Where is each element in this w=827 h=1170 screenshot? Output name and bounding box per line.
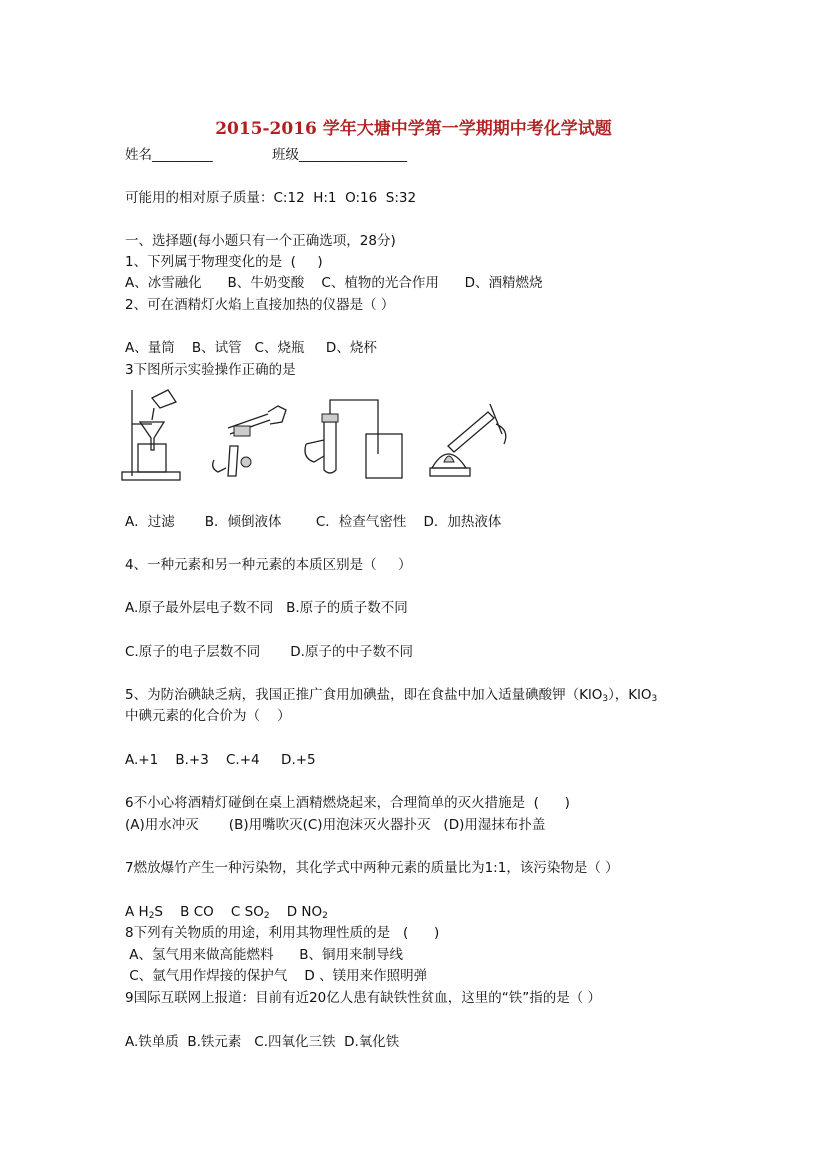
filtration-apparatus-icon xyxy=(122,390,180,480)
question-2-options: A、量筒 B、试管 C、烧瓶 D、烧杯 xyxy=(125,340,377,356)
question-3-stem: 3下图所示实验操作正确的是 xyxy=(125,362,296,378)
question-5-stem: 5、为防治碘缺乏病，我国正推广食用加碘盐，即在食盐中加入适量碘酸钾（KlO$_3$），KlO$_3$ xyxy=(125,687,658,704)
question-7-options: A $H_2S$ B CO C $SO_2$ D $NO_2$ xyxy=(125,904,328,921)
lab-operations-figure xyxy=(118,384,518,489)
question-8-stem: 8下列有关物质的用途，利用其物理性质的是 ( ) xyxy=(125,925,440,941)
question-5-stem-line2: 中碘元素的化合价为（ ） xyxy=(125,708,291,724)
name-field-label: 姓名_________ xyxy=(125,147,213,163)
question-3-options: A．过滤 B．倾倒液体 C．检查气密性 D．加热液体 xyxy=(125,514,502,530)
question-7-stem: 7燃放爆竹产生一种污染物，其化学式中两种元素的质量比为1:1，该污染物是（ ） xyxy=(125,860,619,876)
question-1-stem: 1、下列属于物理变化的是 ( ) xyxy=(125,254,323,270)
question-5-options: A.+1 B.+3 C.+4 D.+5 xyxy=(125,752,316,768)
section-heading: 一、选择题(每小题只有一个正确选项，28分) xyxy=(125,233,396,249)
question-6-stem: 6不小心将酒精灯碰倒在桌上酒精燃烧起来，合理简单的灭火措施是 ( ) xyxy=(125,795,570,811)
airtightness-check-icon xyxy=(305,400,402,478)
question-4-options-ab: A.原子最外层电子数不同 B.原子的质子数不同 xyxy=(125,600,408,616)
question-6-options: (A)用水冲灭 (B)用嘴吹灭(C)用泡沫灭火器扑灭 (D)用湿抹布扑盖 xyxy=(125,817,546,833)
question-8-options-ab: A、氢气用来做高能燃料 B、铜用来制导线 xyxy=(125,947,404,963)
heating-liquid-icon xyxy=(430,404,506,476)
question-1-options: A、冰雪融化 B、牛奶变酸 C、植物的光合作用 D、酒精燃烧 xyxy=(125,275,543,291)
page-title: 2015-2016 学年大塘中学第一学期期中考化学试题 xyxy=(215,119,612,139)
question-2-stem: 2、可在酒精灯火焰上直接加热的仪器是（ ） xyxy=(125,297,395,313)
pouring-liquid-icon xyxy=(213,406,286,476)
class-field-label: 班级________________ xyxy=(272,147,407,163)
question-8-options-cd: C、氩气用作焊接的保护气 D 、镁用来作照明弹 xyxy=(125,968,428,984)
atomic-masses: 可能用的相对原子质量：C:12 H:1 O:16 S:32 xyxy=(125,190,417,206)
question-4-stem: 4、一种元素和另一种元素的本质区别是（ ） xyxy=(125,557,412,573)
question-9-options: A.铁单质 B.铁元素 C.四氧化三铁 D.氧化铁 xyxy=(125,1034,400,1050)
question-9-stem: 9国际互联网上报道：目前有近20亿人患有缺铁性贫血，这里的“铁”指的是（ ） xyxy=(125,990,602,1006)
question-4-options-cd: C.原子的电子层数不同 D.原子的中子数不同 xyxy=(125,644,413,660)
